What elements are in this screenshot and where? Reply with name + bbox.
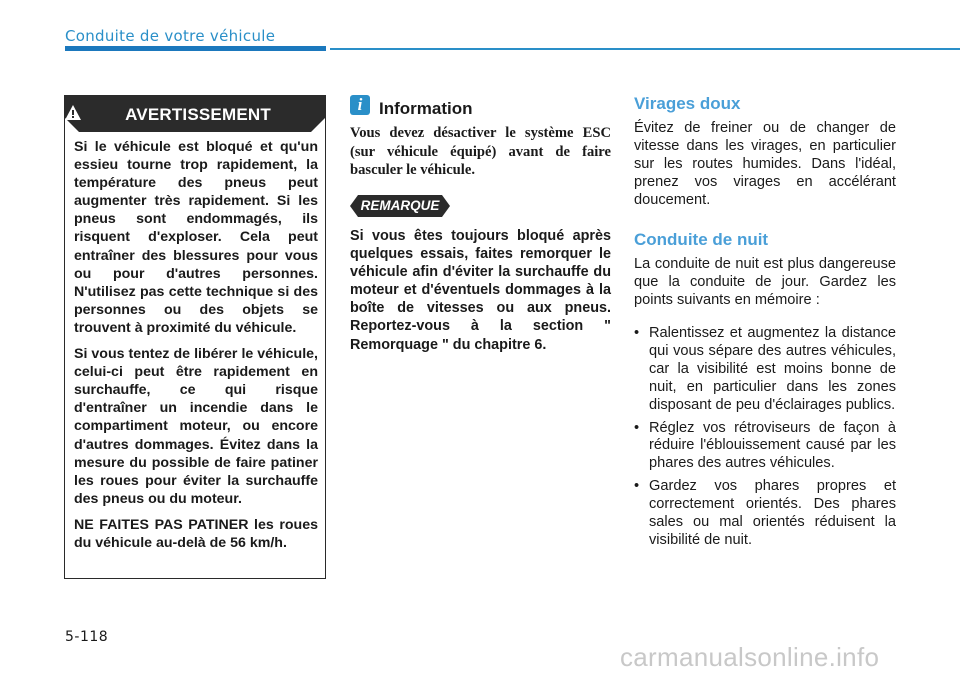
virages-title: Virages doux <box>634 94 741 113</box>
bullet-text: Ralentissez et augmentez la distance qui vous sépare des autres véhicules, car la visibilité est moins bonne de nuit, en particulier dans les zones disposant de peu d'éclairages publics. <box>649 325 896 413</box>
bullet-icon: • <box>634 478 640 495</box>
nuit-title: Conduite de nuit <box>634 230 769 249</box>
bullet-icon: • <box>634 419 640 436</box>
list-item <box>634 478 896 550</box>
warning-header <box>65 96 325 132</box>
warning-paragraph: NE FAITES PAS PATINER les roues du véhicule au-delà de 56 km/h. <box>74 516 318 551</box>
bullet-text: Réglez vos rétroviseurs de façon à réduire l'éblouissement causé par les phares des autres véhicules. <box>649 419 896 472</box>
list-item <box>634 325 896 415</box>
remark-label: REMARQUE <box>360 198 440 213</box>
bullet-text: Gardez vos phares propres et correctement orientés. Des phares sales ou mal orientés réduisent la visibilité de nuit. <box>649 478 896 548</box>
header-rule-dark <box>65 46 326 51</box>
nuit-bullet-list <box>634 325 896 555</box>
info-text: Vous devez désactiver le système ESC (sur véhicule équipé) avant de faire basculer le véhicule. <box>350 125 611 178</box>
info-icon: i <box>350 95 370 115</box>
warning-title-text: AVERTISSEMENT <box>125 105 271 124</box>
warning-body <box>74 138 318 560</box>
header-rule-light <box>330 48 960 50</box>
virages-text: Évitez de freiner ou de changer de vitesse dans les virages, en particulier sur les routes humides. Dans l'idéal, prenez vos virages en accélérant doucement. <box>634 120 896 208</box>
warning-paragraph: Si le véhicule est bloqué et qu'un essieu tourne trop rapidement, la température des pneus peut augmenter très rapidement. Si les pneus sont endommagés, ils risquent d'exploser. Cela peut entraîner des blessures pour vous ou pour d'autres personnes. N'utilisez pas cette technique si des personnes ou des objets se trouvent à proximité du véhicule. <box>74 139 318 336</box>
remark-badge <box>350 195 450 217</box>
warning-box <box>64 95 326 579</box>
bullet-icon: • <box>634 325 640 341</box>
warning-paragraph: Si vous tentez de libérer le véhicule, celui-ci peut être rapidement en surchauffe, ce qui risque d'entraîner un incendie dans le compartiment moteur, ou encore d'autres dommages. Évitez dans la mesure du possible de faire patiner les roues pour éviter la surchauffe des pneus ou du moteur. <box>74 346 318 507</box>
watermark: carmanualsonline.info <box>620 642 880 672</box>
page-number: 5-118 <box>65 629 109 645</box>
remark-text: Si vous êtes toujours bloqué après quelques essais, faites remorquer le véhicule afin d'éviter la surchauffe du moteur et d'éventuels dommages à la boîte de vitesses ou aux pneus. Reportez-vous à la section " Remorquage " du chapitre 6. <box>350 228 611 353</box>
info-title: Information <box>379 99 473 118</box>
warning-title <box>65 105 325 125</box>
list-item <box>634 420 896 474</box>
section-header-title: Conduite de votre véhicule <box>65 27 276 45</box>
nuit-intro: La conduite de nuit est plus dangereuse que la conduite de jour. Gardez les points suivants en mémoire : <box>634 256 896 308</box>
